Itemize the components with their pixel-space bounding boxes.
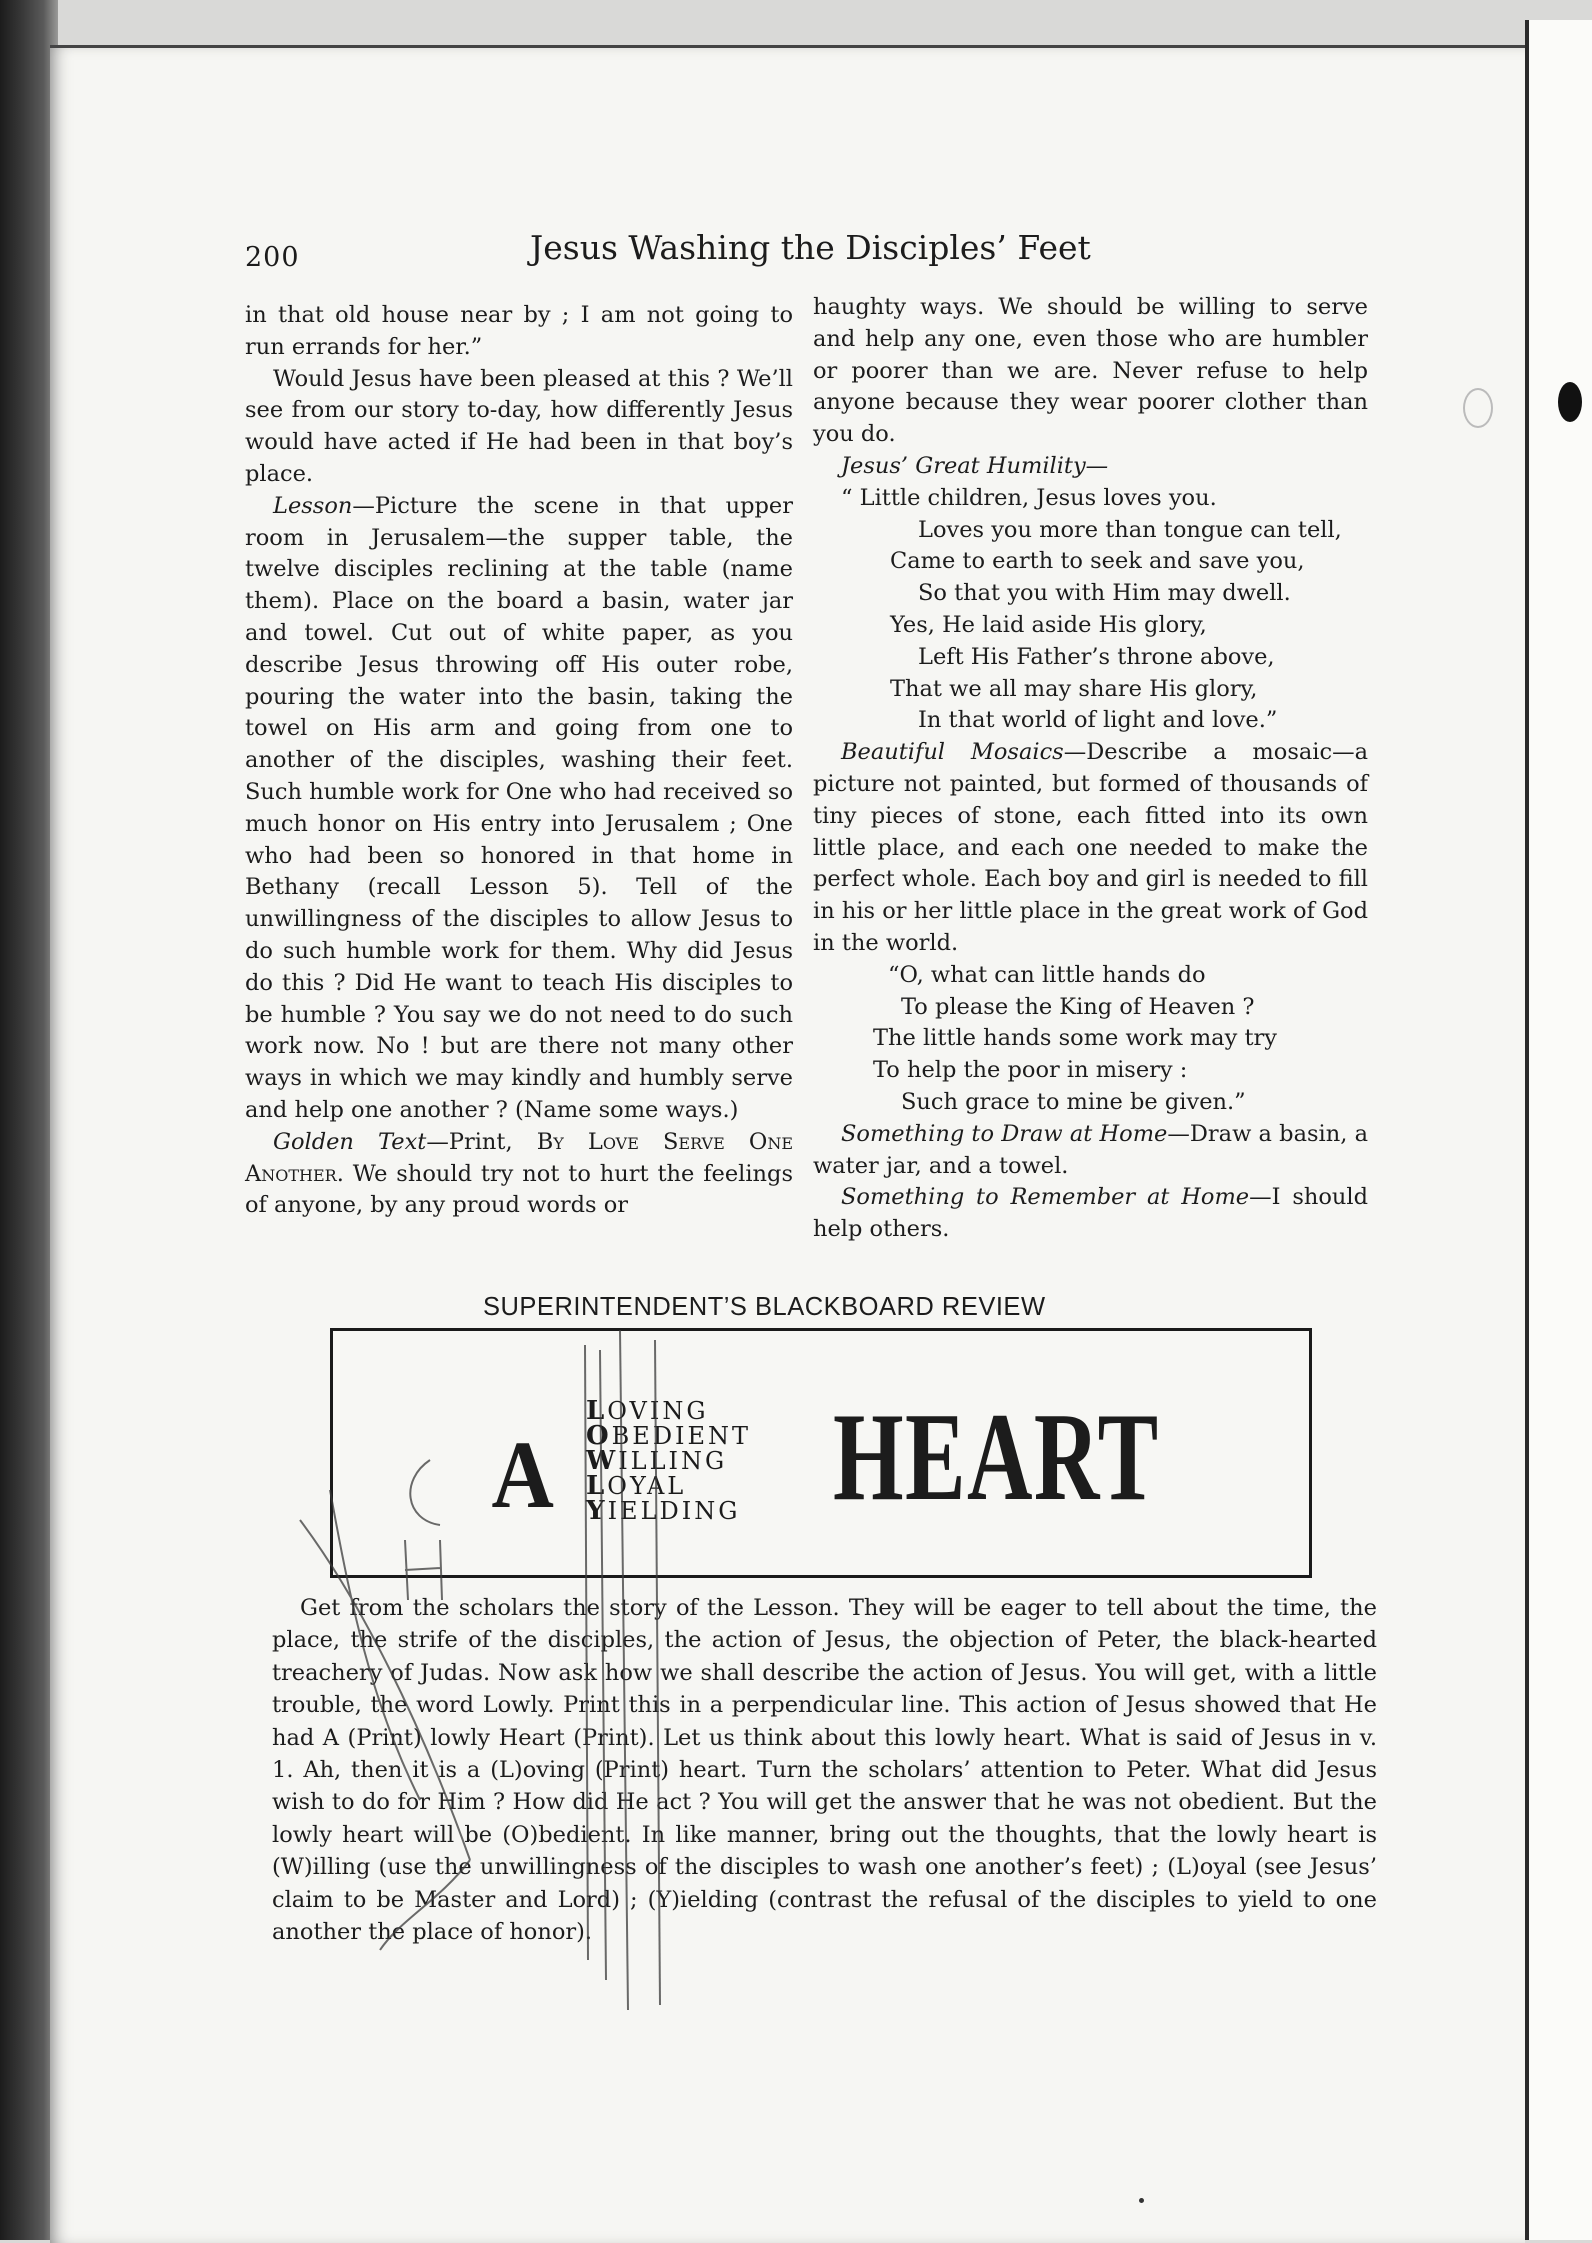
paragraph-text: —I should help others. <box>813 1184 1368 1243</box>
ink-speck <box>1139 2198 1144 2203</box>
draw-paragraph <box>813 1119 1368 1183</box>
acrostic-rest: BEDIENT <box>611 1422 752 1450</box>
right-column <box>813 292 1368 1246</box>
acrostic-rest: OVING <box>607 1397 709 1425</box>
golden-text-paragraph <box>245 1127 793 1222</box>
poem-line: “O, what can little hands do <box>888 961 1206 988</box>
poem-line: “ Little children, Jesus loves you. <box>841 484 1217 511</box>
acrostic-initial: L <box>586 1396 608 1426</box>
acrostic-rest: OYAL <box>607 1472 687 1500</box>
left-column <box>245 300 793 1222</box>
section-label: Golden Text <box>273 1128 427 1155</box>
blackboard-box <box>330 1328 1312 1578</box>
running-title: Jesus Washing the Disciples’ Feet <box>530 228 1091 267</box>
poem-line: Yes, He laid aside His glory, <box>890 611 1207 638</box>
poem-line: Loves you more than tongue can tell, <box>918 516 1342 543</box>
acrostic-initial: W <box>586 1446 619 1476</box>
mosaics-paragraph <box>813 737 1368 960</box>
poem-line: Came to earth to seek and save you, <box>890 548 1305 575</box>
acrostic-initial: O <box>586 1421 612 1451</box>
paragraph-text: —Draw a basin, a water jar, and a towel. <box>813 1120 1368 1179</box>
poem-line: To please the King of Heaven ? <box>901 993 1255 1020</box>
poem <box>813 960 1368 1119</box>
blackboard-title: SUPERINTENDENT’S BLACKBOARD REVIEW <box>483 1293 1046 1321</box>
section-label: Beautiful Mosaics <box>841 739 1064 766</box>
golden-text: By Love Serve One Another. <box>245 1128 794 1187</box>
poem-line: In that world of light and love.” <box>918 707 1278 734</box>
acrostic-rest: IELDING <box>607 1497 741 1525</box>
blackboard-left-word: A <box>491 1421 554 1528</box>
section-heading <box>813 451 1368 483</box>
paragraph: in that old house near by ; I am not going to run errands for her.” <box>245 302 793 360</box>
page-number: 200 <box>245 242 300 273</box>
poem-line: Such grace to mine be given.” <box>901 1088 1246 1115</box>
paragraph-text: —Print, <box>426 1128 537 1155</box>
remember-paragraph <box>813 1182 1368 1246</box>
paragraph: Would Jesus have been pleased at this ? We’ll see from our story to-day, how differently Jesus would have acted if He had been in that boy’s place. <box>245 365 793 487</box>
punch-hole <box>1558 382 1582 422</box>
blackboard-right-word: HEART <box>833 1388 1160 1527</box>
review-text <box>272 1592 1377 1948</box>
poem-line: Left His Father’s throne above, <box>918 643 1275 670</box>
poem-line: To help the poor in misery : <box>873 1057 1188 1084</box>
section-label: Something to Remember at Home <box>841 1184 1250 1211</box>
poem-line: So that you with Him may dwell. <box>918 580 1291 607</box>
page-header <box>245 228 1115 278</box>
paragraph-text: —Describe a mosaic—a picture not painted, but formed of thousands of tiny pieces of stone, each fitted into its own little place, and each one needed to make the perfect whole. Each boy and girl is needed to fill in his or her little place in the great work of God in the world. <box>813 739 1368 956</box>
section-label: Jesus’ Great Humility— <box>841 452 1109 479</box>
paragraph-text: We should try not to hurt the feelings of anyone, by any proud words or <box>245 1160 793 1219</box>
paragraph: haughty ways. We should be willing to serve and help any one, even those who are humbler or poorer than we are. Never refuse to help anyone because they wear poorer clother than you do. <box>813 294 1368 448</box>
acrostic-initial: Y <box>586 1496 608 1526</box>
acrostic-line <box>586 1471 751 1501</box>
lesson-paragraph <box>245 491 793 1127</box>
facing-page-edge <box>1525 20 1592 2240</box>
paragraph-text: —Picture the scene in that upper room in Jerusalem—the supper table, the twelve disciples reclining at the table (name them). Place on the board a basin, water jar and towel. Cut out of white paper, as you describe Jesus throwing off His outer robe, pouring the water into the basin, taking the towel on His arm and going from one to another of the disciples, washing their feet. Such humble work for One who had received so much honor on His entry into Jerusalem ; One who had been so honored in that home in Bethany (recall Lesson 5). Tell of the unwillingness of the disciples to allow Jesus to do such humble work for them. Why did Jesus do this ? Did He want to teach His disciples to be humble ? You say we do not need to do such work now. No ! but are there not many other ways in which we may kindly and humbly serve and help one another ? (Name some ways.) <box>245 492 793 1123</box>
paragraph: Get from the scholars the story of the Lesson. They will be eager to tell about the time, the place, the strife of the disciples, the action of Jesus, the objection of Peter, the black-hearted treachery of Judas. Now ask how we shall describe the action of Jesus. You will get, with a little trouble, the word Lowly. Print this in a perpendicular line. This action of Jesus showed that He had A (Print) lowly Heart (Print). Let us think about this lowly heart. What is said of Jesus in v. 1. Ah, then it is a (L)oving (Print) heart. Turn the scholars’ attention to Peter. What did Jesus wish to do for Him ? How did He act ? You will get the answer that he was not obedient. But the lowly heart will be (O)bedient. In like manner, bring out the thoughts, that the lowly heart is (W)illing (use the unwillingness of the disciples to wash one another’s feet) ; (L)oyal (see Jesus’ claim to be Master and Lord) ; (Y)ielding (contrast the refusal of the disciples to yield to one another the place of honor). <box>272 1595 1377 1946</box>
punch-hole-outline <box>1463 388 1493 428</box>
acrostic-line <box>586 1496 751 1526</box>
acrostic-initial: L <box>586 1471 608 1501</box>
poem-line: That we all may share His glory, <box>890 675 1258 702</box>
poem <box>813 483 1368 737</box>
acrostic-rest: ILLING <box>618 1447 728 1475</box>
section-label: Lesson <box>273 492 353 519</box>
poem-line: The little hands some work may try <box>873 1025 1277 1052</box>
blackboard-acrostic <box>586 1396 752 1526</box>
acrostic-line <box>586 1446 751 1476</box>
section-label: Something to Draw at Home <box>841 1120 1168 1147</box>
